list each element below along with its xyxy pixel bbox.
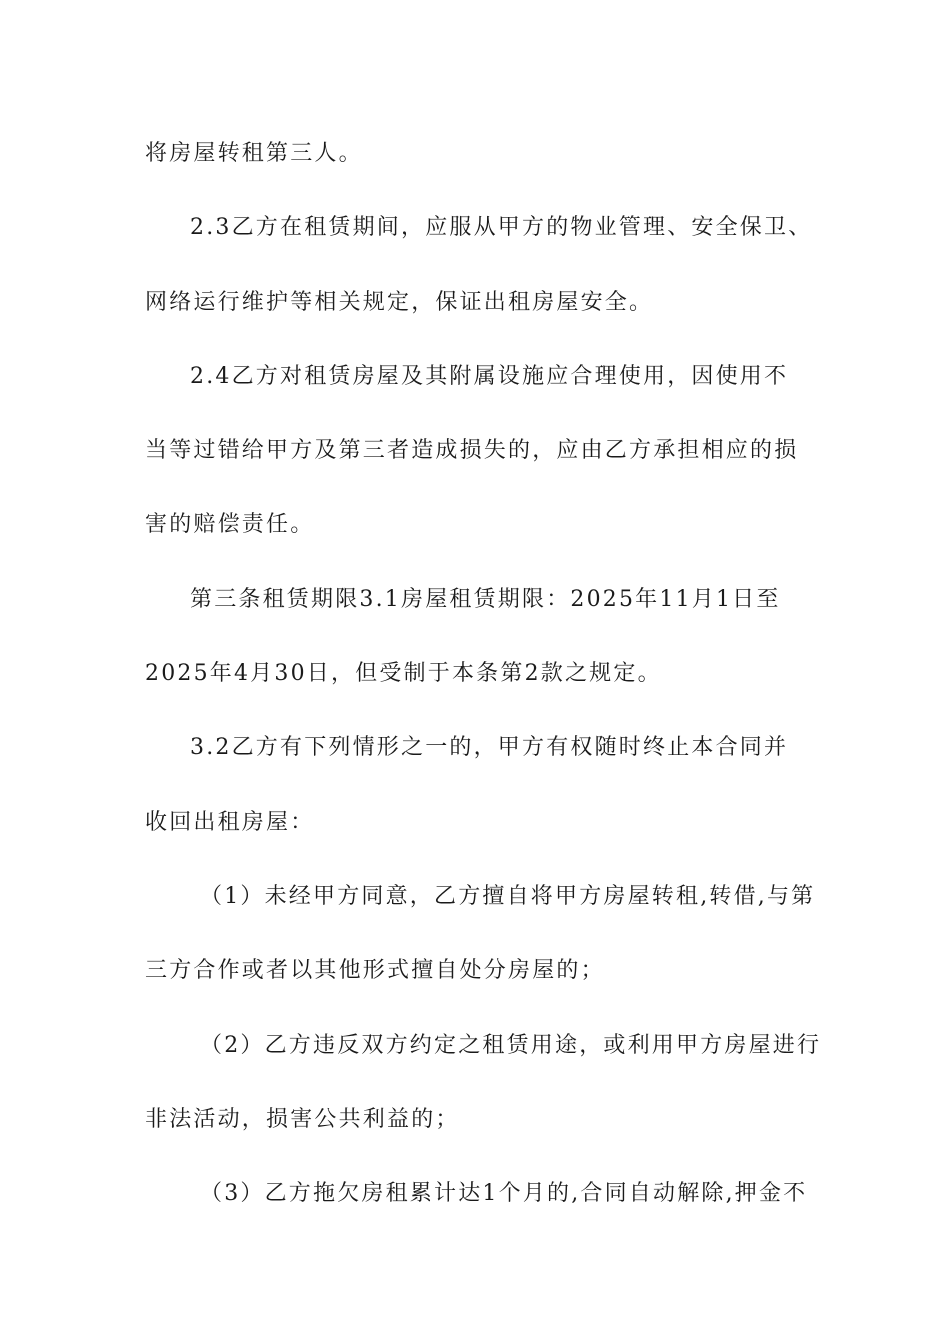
- text-line-10: 收回出租房屋：: [145, 810, 315, 835]
- text-line-7: 第三条租赁期限3.1房屋租赁期限：2025年11月1日至: [190, 587, 781, 612]
- text-line-8: 2025年4月30日，但受制于本条第2款之规定。: [145, 661, 662, 686]
- text-line-3: 网络运行维护等相关规定，保证出租房屋安全。: [145, 290, 654, 315]
- text-line-11: （1）未经甲方同意，乙方擅自将甲方房屋转租,转借,与第: [200, 884, 816, 909]
- text-line-4: 2.4乙方对租赁房屋及其附属设施应合理使用，因使用不: [190, 364, 789, 389]
- text-line-15: （3）乙方拖欠房租累计达1个月的,合同自动解除,押金不: [200, 1181, 808, 1206]
- text-line-2: 2.3乙方在租赁期间，应服从甲方的物业管理、安全保卫、: [190, 215, 813, 240]
- text-line-9: 3.2乙方有下列情形之一的，甲方有权随时终止本合同并: [190, 735, 789, 760]
- text-line-14: 非法活动，损害公共利益的；: [145, 1107, 460, 1132]
- text-line-6: 害的赔偿责任。: [145, 512, 315, 537]
- text-line-12: 三方合作或者以其他形式擅自处分房屋的；: [145, 958, 605, 983]
- text-line-1: 将房屋转租第三人。: [145, 141, 363, 166]
- text-line-5: 当等过错给甲方及第三者造成损失的，应由乙方承担相应的损: [145, 438, 799, 463]
- text-line-13: （2）乙方违反双方约定之租赁用途，或利用甲方房屋进行: [200, 1033, 822, 1058]
